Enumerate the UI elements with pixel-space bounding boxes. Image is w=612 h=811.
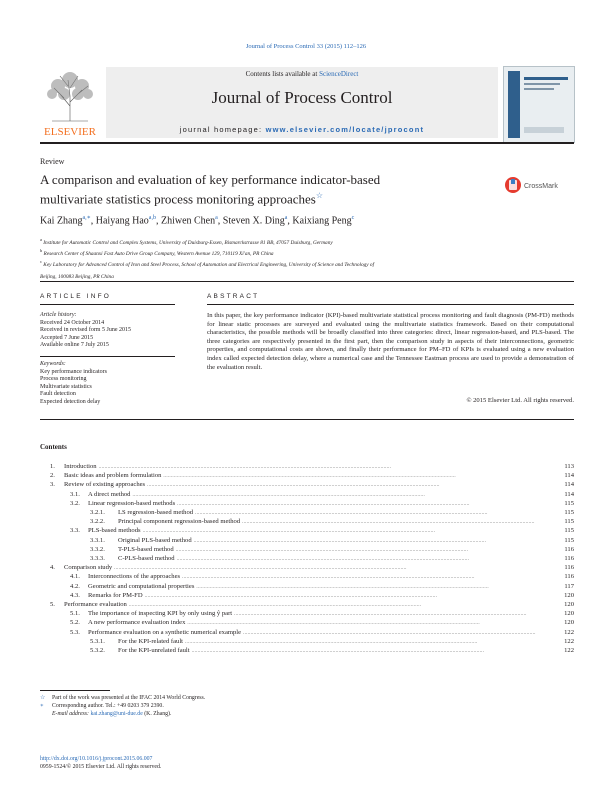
abstract-end-rule [40, 419, 574, 420]
toc-leader-dots [143, 527, 548, 534]
keyword: Multivariate statistics [40, 383, 92, 390]
toc-entry-title: The importance of inspecting KPI by only using ŷ part [88, 610, 233, 618]
footnote-asterisk-mark: ∗ [40, 703, 44, 710]
contents-prefix: Contents lists available at [245, 70, 320, 78]
article-info-heading: ARTICLE INFO [40, 293, 112, 300]
toc-entry-number: 3.2.1. [90, 509, 105, 516]
toc-leader-dots [176, 546, 548, 553]
toc-entry-page: 115 [564, 518, 574, 526]
toc-entry-title: A new performance evaluation index [88, 619, 186, 627]
toc-leader-dots [129, 601, 548, 608]
footnote-corresponding: ∗ Corresponding author. Tel.: +49 0203 379 2390. [40, 703, 164, 710]
toc-entry[interactable] [40, 554, 574, 562]
toc-leader-dots [234, 610, 548, 617]
author-name: Zhiwen Chen [160, 215, 216, 227]
toc-entry-title: PLS-based methods [88, 527, 141, 535]
toc-entry[interactable] [40, 628, 574, 636]
toc-entry-number: 5.1. [70, 610, 80, 618]
toc-entry-title: C-PLS-based method [118, 555, 175, 562]
toc-entry-page: 115 [564, 536, 574, 544]
toc-entry-page: 120 [564, 591, 574, 599]
homepage-prefix: journal homepage: [179, 125, 266, 134]
toc-entry[interactable] [40, 526, 574, 534]
toc-entry-title: Comparison study [64, 564, 113, 572]
toc-entry-title: T-PLS-based method [118, 545, 174, 553]
keyword: Expected detection delay [40, 398, 101, 405]
author-name: Kai Zhang [40, 215, 83, 227]
toc-leader-dots [195, 509, 548, 516]
toc-entry-number: 4.3. [70, 591, 80, 599]
toc-entry-number: 4.1. [70, 573, 80, 581]
toc-entry-title: For the KPI-unrelated fault [118, 647, 190, 654]
abstract-heading: ABSTRACT [207, 293, 260, 300]
contents-heading: Contents [40, 443, 67, 451]
toc-entry-title: Linear regression-based methods [88, 499, 176, 507]
toc-entry-title: For the KPI-related fault [118, 637, 184, 645]
author-affiliation-marks[interactable]: a,b [148, 215, 156, 221]
toc-entry[interactable] [40, 582, 574, 590]
toc-leader-dots [182, 573, 548, 580]
abstract-rule [207, 304, 574, 305]
toc-entry[interactable] [40, 480, 574, 488]
toc-entry-title: Performance evaluation on a synthetic numerical example [88, 628, 242, 636]
toc-entry-title: LS regression-based method [118, 509, 194, 516]
doi-link[interactable]: http://dx.doi.org/10.1016/j.jprocont.2015.06.007 [40, 756, 153, 762]
abstract-copyright: © 2015 Elsevier Ltd. All rights reserved. [466, 397, 574, 404]
toc-entry-page: 115 [564, 527, 574, 535]
toc-entry[interactable] [40, 462, 574, 470]
toc-entry-number: 4.2. [70, 582, 80, 590]
toc-leader-dots [177, 555, 548, 562]
svg-text:CrossMark: CrossMark [524, 183, 558, 190]
toc-leader-dots [145, 592, 548, 599]
toc-entry-title: A direct method [88, 490, 131, 498]
toc-leader-dots [194, 537, 548, 544]
elsevier-logo [38, 66, 102, 138]
toc-entry[interactable] [40, 591, 574, 599]
toc-leader-dots [114, 564, 548, 571]
toc-entry[interactable] [40, 545, 574, 553]
history-item: Received in revised form 5 June 2015 [40, 327, 131, 334]
toc-entry-page: 116 [564, 555, 574, 562]
toc-entry-number: 5.3.2. [90, 647, 105, 654]
toc-entry-number: 3.1. [70, 490, 80, 498]
toc-entry[interactable] [40, 637, 574, 645]
affiliation: Beijing, 100083 Beijing, PR China [40, 273, 114, 280]
toc-entry[interactable] [40, 508, 574, 516]
toc-leader-dots [192, 647, 548, 654]
article-info [40, 312, 175, 407]
homepage-link[interactable]: www.elsevier.com/locate/jprocont [265, 125, 425, 134]
abstract-body: In this paper, the key performance indicator (KPI)-based multivariate statistical process monitoring and fault diagnosis (PM-FD) methods for linear static processes are surveyed and evaluated using the multivariate statistics framework. Based on their computational characteristics, the possible methods will be broadly classified into three categories: direct, linear regression-based, and PLS-based. The three categories are respectively presented in the first part, then the comparison study in aspects of their interconnections, geometric properties, and computational costs are shown, and finally their performance for PM–FD of KPIs is evaluated using a new evaluation index called expected detection delay, where a numerical case and the Tennessee Eastman process are used to provide a demonstration of the evaluation result. [207, 312, 574, 371]
toc-entry-title: Interconnections of the approaches [88, 573, 181, 581]
toc-entry[interactable] [40, 517, 574, 525]
journal-title: Journal of Process Control [211, 88, 393, 107]
toc-entry-title: Performance evaluation [64, 601, 127, 608]
author-name: Kaixiang Peng [292, 215, 352, 227]
title-block-rule [40, 281, 574, 282]
affiliation: $^b$ Research Center of Shaanxi Fast Auto Drive Group Company, Western Avenue 129, 710119 Xi'an, PR China [40, 248, 274, 257]
history-label: Article history: [40, 312, 77, 318]
toc-entry-title: Remarks for PM-FD [88, 591, 143, 599]
toc-entry-number: 3.2. [70, 499, 80, 507]
toc-leader-dots [185, 638, 548, 645]
toc-entry-number: 3.2.2. [90, 518, 105, 526]
history-item: Available online 7 July 2015 [40, 342, 109, 349]
footnote-star-mark: ☆ [40, 695, 46, 701]
publisher-wordmark: ELSEVIER [44, 126, 96, 138]
issn-line: 0959-1524/© 2015 Elsevier Ltd. All rights reserved. [40, 764, 162, 770]
toc-leader-dots [163, 472, 548, 479]
toc-entry-title: Basic ideas and problem formulation [64, 472, 162, 480]
journal-cover-thumbnail [503, 66, 575, 143]
toc-leader-dots [99, 463, 548, 470]
header-rule [40, 142, 574, 144]
toc-entry-number: 3. [50, 481, 55, 489]
toc-entry-number: 5.3.1. [90, 637, 105, 645]
toc-entry-title: Introduction [64, 463, 97, 470]
crossmark-badge[interactable] [504, 175, 574, 195]
keyword: Process monitoring [40, 376, 87, 383]
toc-entry[interactable] [40, 609, 574, 617]
toc-entry[interactable] [40, 618, 574, 626]
toc-leader-dots [243, 629, 548, 636]
toc-entry-number: 3.3. [70, 527, 80, 535]
journal-citation[interactable]: Journal of Process Control 33 (2015) 112–126 [245, 43, 367, 50]
toc-entry-page: 120 [564, 610, 574, 618]
author-affiliation-marks[interactable]: a [215, 215, 218, 221]
history-item: Accepted 7 June 2015 [40, 334, 94, 341]
toc-entry-page: 122 [564, 628, 574, 636]
toc-entry-number: 2. [50, 472, 55, 480]
toc-entry[interactable] [40, 646, 574, 654]
toc-entry-page: 114 [564, 490, 574, 498]
footnote-star: ☆ Part of the work was presented at the IFAC 2014 World Congress. [40, 695, 206, 701]
toc-entry-page: 116 [564, 573, 574, 581]
history-item: Received 24 October 2014 [40, 319, 105, 326]
toc-leader-dots [196, 583, 548, 590]
toc-entry[interactable] [40, 600, 574, 608]
author-name: Steven X. Ding [222, 215, 285, 227]
title-line-1: A comparison and evaluation of key performance indicator-based [40, 172, 381, 187]
toc-entry-page: 120 [564, 619, 574, 627]
contents-available-line [106, 70, 498, 78]
toc-entry-number: 5.2. [70, 619, 80, 627]
title-footnote-mark[interactable]: ☆ [315, 191, 323, 200]
author-list: Kai Zhang$^{a,∗}$, Haiyang Hao$^{a,b}$, Zhiwen Chen$^a$, Steven X. Ding$^a$, Kaixiang Peng$^c$ [40, 215, 355, 227]
toc-entry-title: Review of existing approaches [64, 481, 146, 489]
toc-entry[interactable] [40, 563, 574, 571]
author-affiliation-marks[interactable]: c [351, 215, 355, 221]
toc-entry-page: 117 [564, 582, 574, 590]
affiliation-list [40, 236, 574, 281]
toc-entry[interactable] [40, 499, 574, 507]
toc-entry-number: 5.3. [70, 628, 80, 636]
toc-entry[interactable] [40, 572, 574, 580]
author-affiliation-marks[interactable]: a [284, 215, 288, 221]
toc-entry[interactable] [40, 536, 574, 544]
toc-entry-number: 3.3.1. [90, 536, 105, 544]
toc-entry[interactable] [40, 490, 574, 498]
toc-entry-page: 113 [564, 463, 574, 470]
journal-homepage [106, 125, 498, 134]
email-link[interactable]: kai.zhang@uni-due.de [90, 711, 143, 718]
toc-entry-page: 115 [564, 509, 574, 516]
footnotes [40, 694, 574, 719]
author-name: Haiyang Hao [95, 215, 149, 227]
article-section: Review [40, 157, 65, 166]
toc-leader-dots [242, 518, 548, 525]
toc-entry-title: Original PLS-based method [118, 536, 192, 544]
toc-entry-number: 5. [50, 601, 55, 608]
toc-entry-title: Geometric and computational properties [88, 582, 195, 590]
sciencedirect-link[interactable]: ScienceDirect [319, 70, 359, 78]
keyword: Key performance indicators [40, 368, 107, 375]
toc-entry[interactable] [40, 471, 574, 479]
toc-leader-dots [147, 481, 548, 488]
toc-entry-title: Principal component regression-based method [118, 518, 241, 526]
toc-entry-number: 3.3.3. [90, 555, 105, 562]
toc-leader-dots [132, 491, 548, 498]
affiliation: $^a$ Institute for Automatic Control and Complex Systems, University of Duisburg-Essen, Bismarckstrasse 81 BB, 47057 Duisburg, Germany [40, 237, 333, 246]
toc-entry-page: 122 [564, 637, 574, 645]
toc-entry-number: 4. [50, 564, 55, 572]
toc-entry-number: 1. [50, 463, 55, 470]
keywords-divider [40, 350, 175, 357]
keywords-label: Keywords: [40, 360, 66, 367]
toc-entry-page: 116 [564, 545, 574, 553]
affiliation: $^c$ Key Laboratory for Advanced Control of Iron and Steel Process, School of Automation and Electrical Engineering, University of Science and Technology of [40, 259, 375, 269]
toc-entry-page: 115 [564, 499, 574, 507]
toc-entry-page: 116 [564, 564, 574, 572]
toc-leader-dots [177, 500, 548, 507]
keyword: Fault detection [40, 391, 76, 398]
article-info-rule [40, 304, 175, 305]
paper-title [40, 172, 480, 207]
toc-entry-page: 114 [564, 481, 574, 489]
footnote-rule [40, 690, 110, 691]
toc-entry-number: 3.3.2. [90, 545, 105, 553]
toc-entry-page: 114 [564, 472, 574, 480]
toc-entry-page: 122 [564, 647, 574, 654]
toc-leader-dots [187, 619, 548, 626]
toc-entry-page: 120 [564, 601, 574, 608]
title-line-2: multivariate statistics process monitoring approaches [40, 191, 316, 207]
footnote-email: E-mail address: kai.zhang@uni-due.de (K. Zhang). [52, 711, 172, 718]
bottom-notes [40, 755, 574, 771]
author-affiliation-marks[interactable]: a,∗ [82, 215, 91, 221]
